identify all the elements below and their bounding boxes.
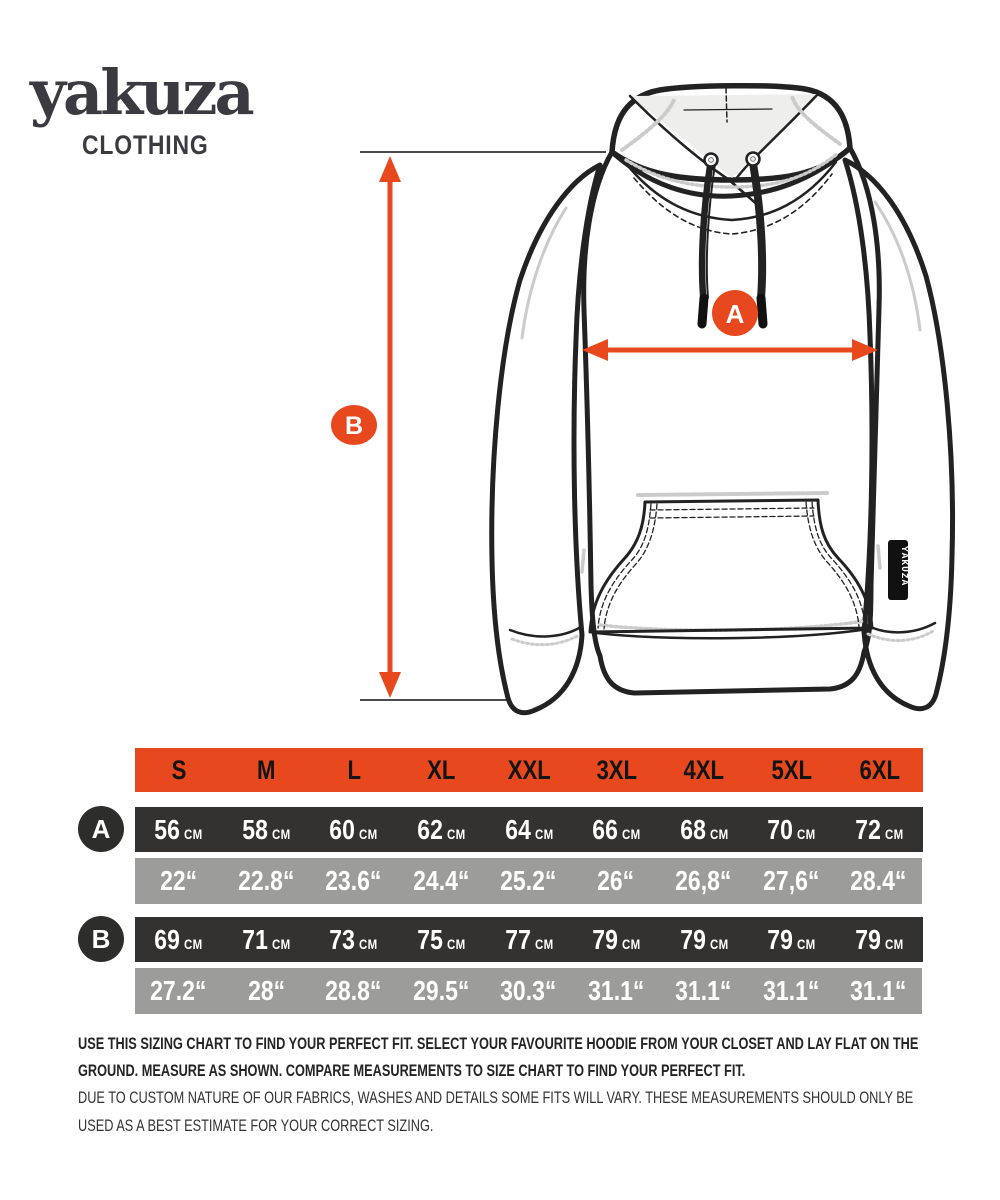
row-B-inch-cells	[135, 968, 922, 1014]
cm-unit: CM	[359, 935, 379, 952]
inch-value: 31.1“	[587, 975, 644, 1006]
measure-inch-cell	[135, 968, 222, 1014]
cm-unit: CM	[184, 825, 203, 842]
cm-value: 60	[329, 813, 356, 845]
cm-unit: CM	[797, 825, 816, 842]
measure-cm-cell	[573, 807, 661, 852]
measure-inch-cell	[222, 968, 309, 1014]
size-label: 5XL	[771, 754, 813, 785]
cm-value: 64	[504, 813, 531, 845]
measure-inch-cell	[485, 968, 572, 1014]
size-label: S	[171, 754, 187, 785]
inch-value: 22“	[160, 865, 198, 896]
row-A-inch-cells	[135, 858, 922, 904]
size-label: XL	[427, 754, 456, 785]
cm-value: 79	[855, 923, 881, 955]
cm-unit: CM	[709, 825, 729, 842]
size-header-cell	[135, 748, 223, 792]
row-A-cm	[135, 807, 923, 852]
size-header-cell	[660, 748, 748, 792]
size-label: 3XL	[596, 754, 637, 785]
row-B-cm-cells	[135, 917, 923, 962]
measure-inch-cell	[660, 858, 747, 904]
size-label: XXL	[507, 754, 551, 785]
measure-cm-cell	[398, 917, 486, 962]
cm-value: 70	[767, 813, 794, 845]
size-header-cells	[135, 748, 923, 792]
measure-cm-cell	[836, 807, 924, 852]
cm-value: 58	[242, 813, 268, 845]
cm-value: 79	[679, 923, 706, 955]
size-header-cell	[310, 748, 398, 792]
cm-unit: CM	[446, 935, 466, 952]
cm-unit: CM	[359, 825, 379, 842]
row-B-cm	[135, 917, 923, 962]
measure-cm-cell	[485, 807, 573, 852]
size-label: 4XL	[683, 754, 725, 785]
measure-inch-cell	[572, 858, 659, 904]
measure-cm-cell	[485, 917, 573, 962]
instructions-measure-text: USE THIS SIZING CHART TO FIND YOUR PERFECT FIT. SELECT YOUR FAVOURITE HOODIE FROM YOUR CLOSET AND LAY FLAT ON THE GROUND. MEASURE AS SHOWN. COMPARE MEASUREMENTS TO SIZE CHART TO FIND YOUR PERFECT FIT.	[78, 1034, 919, 1081]
inch-value: 31.1“	[850, 975, 907, 1006]
size-label: 6XL	[858, 754, 900, 785]
inch-value: 31.1“	[762, 975, 819, 1006]
measure-inch-cell	[572, 968, 659, 1014]
cm-value: 56	[154, 813, 181, 845]
pocket-inner-stitch-1	[650, 508, 814, 510]
inch-value: 22.8“	[238, 865, 295, 896]
inch-value: 31.1“	[675, 975, 732, 1006]
inch-value: 23.6“	[325, 865, 382, 896]
cm-value: 75	[417, 923, 443, 955]
cm-value: 66	[592, 813, 618, 845]
instructions-disclaimer-text: DUE TO CUSTOM NATURE OF OUR FABRICS, WASHES AND DETAILS SOME FITS WILL VARY. THESE MEASUREMENTS SHOULD ONLY BE USED AS A BEST ESTIMATE FOR YOUR CORRECT SIZING.	[78, 1088, 914, 1135]
hoodie-body	[584, 148, 880, 693]
cm-value: 69	[154, 923, 181, 955]
size-header-cell	[748, 748, 836, 792]
cm-unit: CM	[446, 825, 466, 842]
pocket-left-bar-tack	[582, 550, 584, 572]
right-cuff-top-edge	[866, 623, 935, 632]
cm-value: 71	[242, 923, 268, 955]
measure-inch-cell	[660, 968, 747, 1014]
inch-value: 28“	[247, 975, 285, 1006]
measure-cm-cell	[223, 917, 311, 962]
left-cuff-top-edge	[510, 627, 581, 636]
pocket-right-bar-tack	[878, 546, 880, 568]
hoodie-pocket	[590, 500, 872, 632]
row-A-inch	[135, 858, 922, 904]
inch-value: 24.4“	[412, 865, 470, 896]
inch-value: 27,6“	[762, 865, 819, 896]
size-header-cell	[573, 748, 661, 792]
inch-value: 28.4“	[850, 865, 907, 896]
inch-value: 27.2“	[150, 975, 207, 1006]
size-header-row	[135, 748, 923, 792]
hood-center-seam	[726, 88, 727, 122]
row-A-cm-cells	[135, 807, 923, 852]
measure-cm-cell	[836, 917, 924, 962]
row-label-badge-a	[78, 806, 124, 852]
cm-unit: CM	[884, 825, 904, 842]
cm-value: 68	[679, 813, 706, 845]
measure-b-arrowhead-top	[379, 156, 401, 182]
size-label: L	[347, 754, 361, 785]
size-header-cell	[836, 748, 924, 792]
size-header-cell	[223, 748, 311, 792]
right-drawstring-aglet	[761, 298, 763, 324]
row-B-inch	[135, 968, 922, 1014]
measure-b-arrowhead-bottom	[379, 672, 401, 698]
pocket-inner-stitch-2	[650, 516, 814, 518]
left-eyelet-hole	[709, 158, 714, 163]
inch-value: 26,8“	[675, 865, 732, 896]
cm-unit: CM	[622, 825, 641, 842]
inch-value: 26“	[597, 865, 635, 896]
size-label: M	[257, 754, 276, 785]
measure-cm-cell	[310, 917, 398, 962]
measure-inch-cell	[747, 858, 834, 904]
measure-cm-cell	[310, 807, 398, 852]
cm-value: 73	[329, 923, 356, 955]
measure-inch-cell	[310, 968, 397, 1014]
measure-a-arrowhead-right	[852, 339, 878, 361]
measure-cm-cell	[748, 807, 836, 852]
pocket-top-stitching	[638, 493, 827, 495]
right-raglan-seam	[875, 202, 920, 330]
measure-cm-cell	[660, 917, 748, 962]
measure-a-badge-label: A	[725, 299, 745, 329]
inch-value: 28.8“	[325, 975, 382, 1006]
measure-cm-cell	[135, 807, 223, 852]
inch-value: 30.3“	[500, 975, 557, 1006]
brand-logo-wordmark: yakuza	[30, 56, 252, 129]
cm-unit: CM	[709, 935, 729, 952]
hoodie-measurement-diagram	[330, 80, 1000, 730]
cm-value: 72	[855, 813, 881, 845]
measure-cm-cell	[135, 917, 223, 962]
right-eyelet-hole	[751, 157, 756, 162]
measure-inch-cell	[485, 858, 572, 904]
cm-unit: CM	[184, 935, 203, 952]
measure-inch-cell	[222, 858, 309, 904]
measure-inch-cell	[835, 858, 922, 904]
cm-unit: CM	[534, 825, 554, 842]
measure-cm-cell	[398, 807, 486, 852]
measure-inch-cell	[397, 858, 484, 904]
instructions-block	[78, 1030, 934, 1139]
row-label-badge-b	[78, 916, 124, 962]
inch-value: 25.2“	[500, 865, 557, 896]
cm-unit: CM	[534, 935, 554, 952]
cm-unit: CM	[884, 935, 904, 952]
cm-value: 79	[767, 923, 794, 955]
cm-value: 79	[592, 923, 618, 955]
brand-logo	[30, 56, 252, 161]
cm-value: 77	[504, 923, 531, 955]
hood-interior-shading	[630, 94, 818, 178]
measure-cm-cell	[223, 807, 311, 852]
row-label-b-text: B	[91, 923, 111, 954]
measure-inch-cell	[310, 858, 397, 904]
size-header-cell	[398, 748, 486, 792]
measure-cm-cell	[660, 807, 748, 852]
left-drawstring-aglet	[702, 298, 704, 324]
row-label-a-text: A	[91, 813, 111, 844]
measure-inch-cell	[397, 968, 484, 1014]
measure-cm-cell	[573, 917, 661, 962]
measure-cm-cell	[748, 917, 836, 962]
measure-inch-cell	[135, 858, 222, 904]
cm-value: 62	[417, 813, 443, 845]
cm-unit: CM	[797, 935, 816, 952]
cm-unit: CM	[622, 935, 641, 952]
brand-logo-subtitle: CLOTHING	[82, 130, 209, 160]
measure-inch-cell	[835, 968, 922, 1014]
measure-inch-cell	[747, 968, 834, 1014]
inch-value: 29.5“	[412, 975, 470, 1006]
cm-unit: CM	[271, 825, 291, 842]
size-header-cell	[485, 748, 573, 792]
cm-unit: CM	[271, 935, 291, 952]
measure-b-badge-label: B	[344, 412, 364, 440]
side-label-tag-text: YAKUZA	[899, 546, 910, 587]
